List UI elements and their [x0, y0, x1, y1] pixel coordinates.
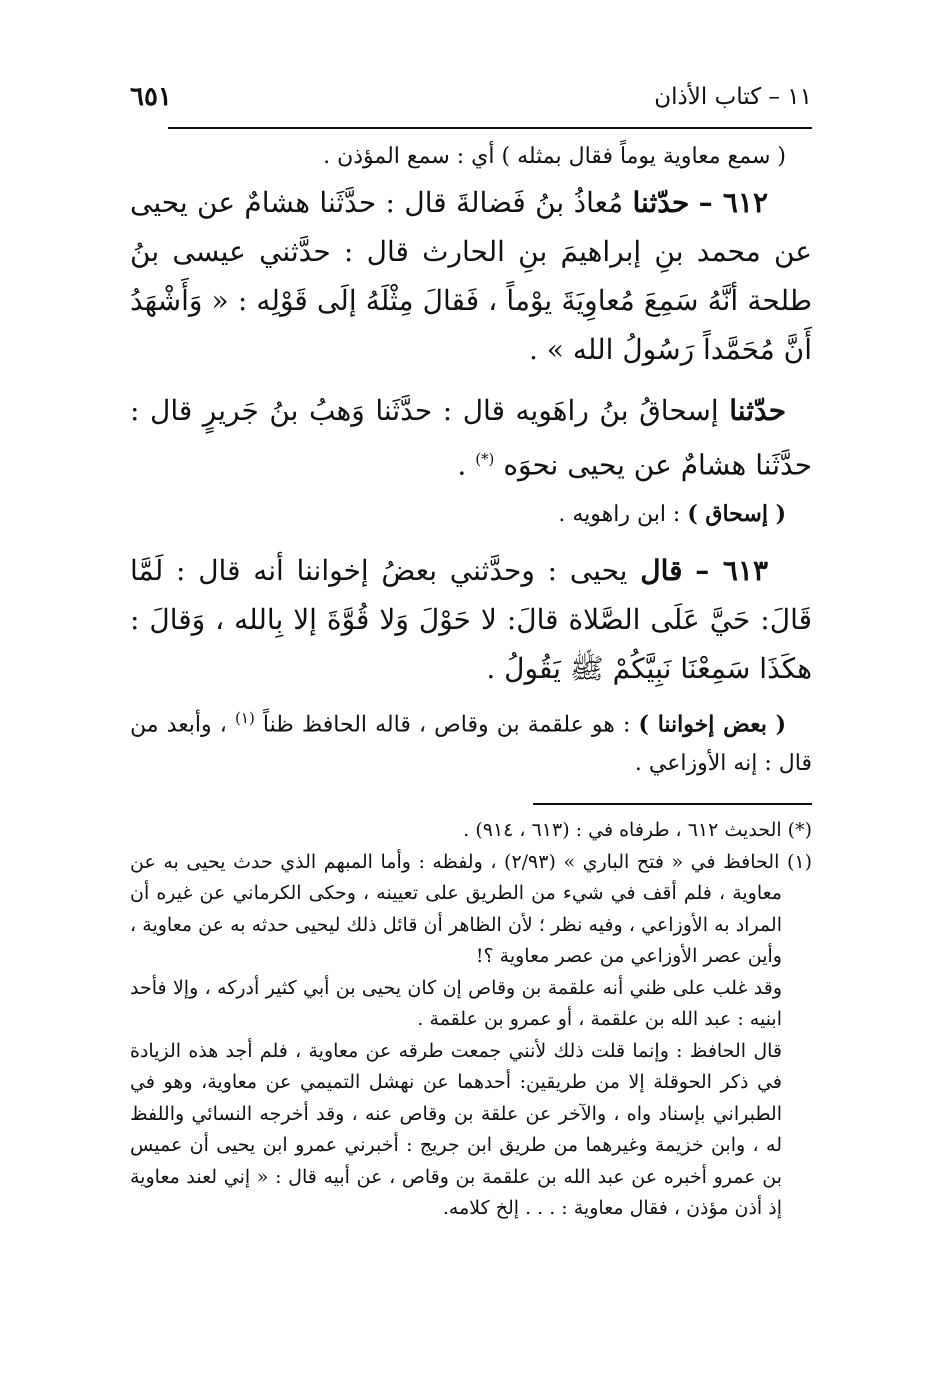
footnote-1-part-3: قال الحافظ : وإنما قلت ذلك لأنني جمعت طرقه عن معاوية ، فلم أجد هذه الزيادة في ذكر الحوقلة إلا من طريقين: أحدهما عن نهشل التميمي عن معاوية، وهو في الطبراني بإسناد واه ، والآخر عن علقة بن وقاص عنه ، وقد أخرجه النسائي واللفظ له ، وابن خزيمة وغيرهما من طريق ابن جريج : أخبرني عمرو ابن يحيى أن عميس بن عمرو أخبره عن عبد الله بن علقمة بن وقاص ، عن أبيه قال : « إني لعند معاوية إذ أذن مؤذن ، فقال معاوية : . . . إلخ كلامه.: [130, 1039, 782, 1219]
hadith-612-text: مُعاذُ بنُ فَضالةَ قال : حدَّثَنا هشامٌ عن يحيى عن محمد بنِ إبراهيمَ بنِ الحارث قال : حدَّثني عيسى بنُ طلحة أنَّهُ سَمِعَ مُعاوِيَةَ يوْماً ، فَقالَ مِثْلَهُ إلَى قَوْلِه : « وَأَشْهَدُ أَنَّ مُحَمَّداً رَسُولُ الله » .: [130, 186, 812, 366]
isnad-ishaq-text: إسحاقُ بنُ راهَويه قال : حدَّثَنا وَهبُ بنُ جَريرٍ قال : حدَّثَنا هشامٌ عن يحيى نحوَه: [130, 394, 812, 482]
commentary-ishaq-text: : ابن راهويه .: [558, 502, 681, 528]
hadith-612: [130, 178, 812, 374]
commentary-ishaq-lead: ( إسحاق ): [687, 501, 786, 528]
hadith-613-lead: قال: [640, 554, 683, 588]
header-rule: [168, 127, 812, 129]
isnad-ishaq-tail: .: [457, 448, 467, 482]
footnote-star: (*) الحديث ٦١٢ ، طرفاه في : (٦١٣ ، ٩١٤) .: [463, 819, 812, 841]
commentary-footnote-marker: (١): [235, 709, 255, 728]
footnote-1-part-2: وقد غلب على ظني أنه علقمة بن وقاص إن كان يحيى بن أبي كثير أدركه ، وإلا فأحد ابنيه : عبد الله بن علقمة ، أو عمرو بن علقمة .: [130, 976, 782, 1030]
page-header: [130, 82, 812, 122]
isnad-ishaq-lead: حدّثنا: [729, 394, 786, 427]
footnote-rule: [533, 803, 812, 805]
footnote-1-part-1: (١) الحافظ في « فتح الباري » (٢/٩٣) ، ولفظه : وأما المبهم الذي حدث يحيى به عن معاوية ، فلم أقف في شيء من الطريق على تعيينه ، وحكى الكرماني عن غيره أن المراد به الأوزاعي ، وفيه نظر ؛ لأن الظاهر أن قائل ذلك ليحيى حدثه به عن معاوية ، وأين عصر الأوزاعي من عصر معاوية ؟!: [130, 850, 812, 967]
hadith-613-number: ٦١٣ –: [695, 554, 769, 588]
isnad-ishaq: [130, 386, 812, 489]
commentary-ishaq: [130, 495, 812, 534]
commentary-baad-ikhwanina-text: : هو علقمة بن وقاص ، قاله الحافظ ظناً: [262, 712, 631, 738]
commentary-baad-ikhwanina-tail: ، وأبعد من قال : إنه الأوزاعي .: [130, 712, 812, 776]
hadith-613: [130, 546, 812, 693]
hadith-613-text: يحيى : وحدَّثني بعضُ إخواننا أنه قال : لَمَّا قَالَ: حَيَّ عَلَى الصَّلاة قالَ: لا حَوْلَ وَلا قُوَّةَ إلا بِالله ، وَقالَ : هكَذَا سَمِعْنَا نَبِيَّكُمْ ﷺ يَقُولُ .: [130, 554, 812, 686]
page-number: ٦٥١: [130, 82, 172, 112]
footnotes: [130, 815, 812, 1225]
hadith-612-lead: حدّثنا: [632, 186, 690, 219]
hadith-612-number: ٦١٢ –: [698, 186, 768, 219]
commentary-sama-muawiya: [130, 138, 812, 176]
commentary-baad-ikhwanina: [130, 699, 812, 782]
main-text: [130, 138, 812, 783]
isnad-ishaq-footnote-marker: (*): [475, 450, 495, 468]
commentary-baad-ikhwanina-lead: ( بعض إخواننا ): [638, 711, 787, 738]
commentary-sama-muawiya-text: ( سمع معاوية يوماً فقال بمثله ) أي : سمع المؤذن .: [323, 144, 786, 169]
running-title: ١١ – كتاب الأذان: [654, 84, 812, 110]
